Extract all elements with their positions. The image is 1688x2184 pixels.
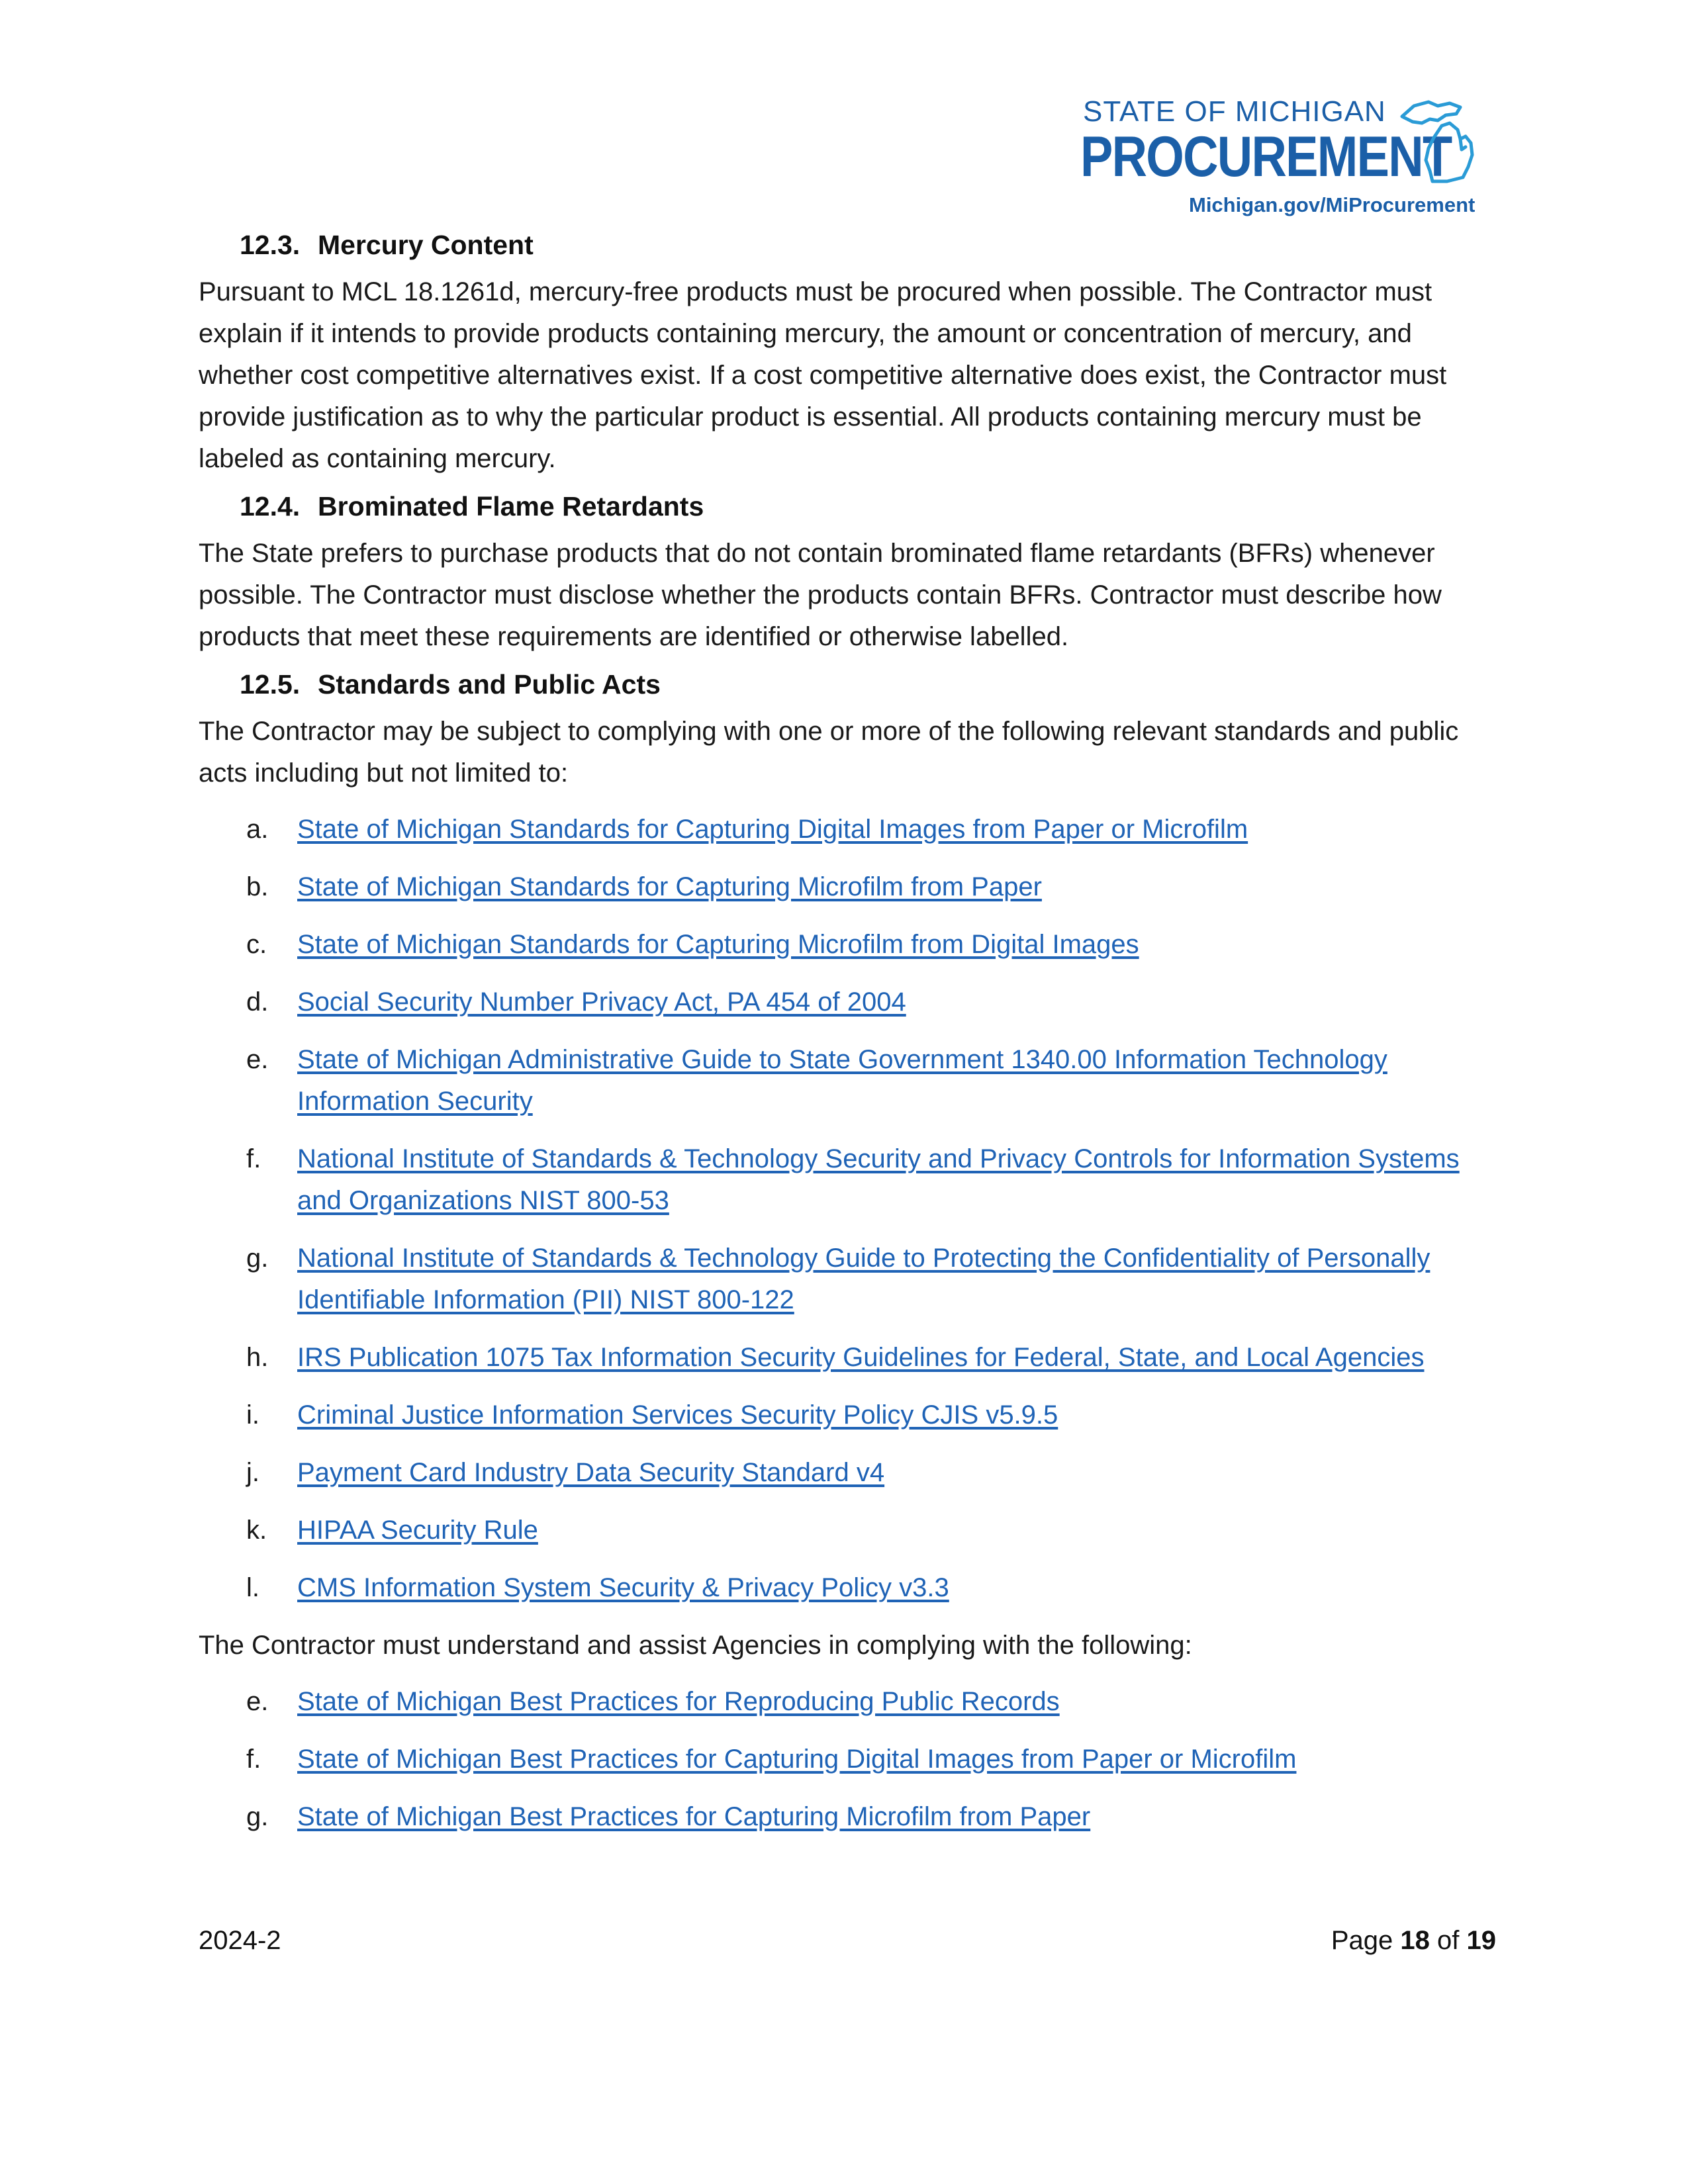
list-item — [199, 1394, 1496, 1436]
standard-link[interactable]: IRS Publication 1075 Tax Information Security Guidelines for Federal, State, and Local Agencies — [297, 1343, 1425, 1372]
list-item — [199, 924, 1496, 966]
logo-state-text: STATE OF MICHIGAN — [1083, 95, 1386, 128]
standard-link[interactable]: State of Michigan Standards for Capturing Microfilm from Paper — [297, 872, 1042, 901]
standard-link[interactable]: National Institute of Standards & Technology Guide to Protecting the Confidentiality of Personally Identifiable Information (PII) NIST 800-122 — [297, 1244, 1430, 1314]
list-label: f. — [246, 1745, 261, 1774]
list-item — [199, 1138, 1496, 1222]
list-label: i. — [246, 1400, 259, 1430]
list-label: d. — [246, 987, 269, 1017]
list-label: l. — [246, 1573, 259, 1602]
logo-url-text: Michigan.gov/MiProcurement — [1189, 193, 1476, 216]
list-label: k. — [246, 1516, 267, 1545]
list-label: h. — [246, 1343, 269, 1372]
section-title: Brominated Flame Retardants — [318, 491, 704, 522]
best-practice-link[interactable]: State of Michigan Best Practices for Capturing Microfilm from Paper — [297, 1802, 1091, 1831]
standard-link[interactable]: National Institute of Standards & Technology Security and Privacy Controls for Information Systems and Organizations NIST 800-53 — [297, 1144, 1460, 1215]
section-paragraph-mercury: Pursuant to MCL 18.1261d, mercury-free products must be procured when possible. The Contractor must explain if it intends to provide products containing mercury, the amount or concentration of mercury, and whether cost competitive alternatives exist. If a cost competitive alternative does exist, the Contractor must provide justification as to why the particular product is essential. All products containing mercury must be labeled as containing mercury. — [199, 277, 1447, 473]
page-prefix: Page — [1331, 1926, 1393, 1955]
list-item — [199, 981, 1496, 1023]
standard-link[interactable]: HIPAA Security Rule — [297, 1516, 538, 1545]
list-label: g. — [246, 1244, 269, 1273]
list-label: j. — [246, 1458, 259, 1487]
assist-list — [199, 1681, 1496, 1838]
michigan-map-icon — [1399, 97, 1483, 187]
list-item — [199, 1337, 1496, 1379]
list-label: e. — [246, 1045, 269, 1074]
list-label: c. — [246, 930, 267, 959]
list-label: e. — [246, 1687, 269, 1716]
page-total: 19 — [1466, 1926, 1496, 1955]
section-number: 12.5. — [240, 669, 301, 700]
list-item — [199, 1796, 1496, 1838]
footer-page-number — [1331, 1926, 1496, 1956]
section-title: Mercury Content — [318, 230, 534, 260]
section-paragraph-bfr: The State prefers to purchase products that do not contain brominated flame retardants (BFRs) whenever possible. The Contractor must disclose whether the products contain BFRs. Contractor must describe how products that meet these requirements are identified or otherwise labelled. — [199, 539, 1442, 651]
best-practice-link[interactable]: State of Michigan Best Practices for Reproducing Public Records — [297, 1687, 1060, 1716]
list-item — [199, 1510, 1496, 1551]
list-label: g. — [246, 1802, 269, 1831]
list-item — [199, 1039, 1496, 1122]
section-heading-standards — [240, 658, 1496, 711]
list-item — [199, 1238, 1496, 1321]
standard-link[interactable]: State of Michigan Standards for Capturing Digital Images from Paper or Microfilm — [297, 815, 1248, 844]
procurement-logo — [1080, 95, 1487, 221]
standard-link[interactable]: Payment Card Industry Data Security Standard v4 — [297, 1458, 885, 1487]
list-item — [199, 866, 1496, 908]
section-title: Standards and Public Acts — [318, 669, 661, 700]
section-number: 12.3. — [240, 230, 301, 260]
logo-procurement-text: PROCUREMENT — [1080, 125, 1452, 189]
spacer — [199, 794, 1496, 809]
footer-doc-id: 2024-2 — [199, 1926, 281, 1955]
standard-link[interactable]: Social Security Number Privacy Act, PA 454 of 2004 — [297, 987, 906, 1017]
assist-intro: The Contractor must understand and assist Agencies in complying with the following: — [199, 1631, 1192, 1660]
document-body — [199, 218, 1496, 1854]
list-label: f. — [246, 1144, 261, 1173]
section-heading-mercury — [240, 218, 1496, 271]
standard-link[interactable]: CMS Information System Security & Privacy Policy v3.3 — [297, 1573, 949, 1602]
section-heading-bfr — [240, 480, 1496, 533]
list-label: b. — [246, 872, 269, 901]
standard-link[interactable]: State of Michigan Standards for Capturing Microfilm from Digital Images — [297, 930, 1139, 959]
standards-list — [199, 809, 1496, 1609]
list-label: a. — [246, 815, 269, 844]
standard-link[interactable]: Criminal Justice Information Services Security Policy CJIS v5.9.5 — [297, 1400, 1058, 1430]
list-item — [199, 1739, 1496, 1780]
section-paragraph-standards: The Contractor may be subject to complying with one or more of the following relevant standards and public acts including but not limited to: — [199, 717, 1459, 788]
list-item — [199, 1452, 1496, 1494]
page-current: 18 — [1400, 1926, 1430, 1955]
page-of: of — [1437, 1926, 1460, 1955]
spacer — [199, 1666, 1496, 1681]
section-number: 12.4. — [240, 491, 301, 522]
list-item — [199, 809, 1496, 850]
best-practice-link[interactable]: State of Michigan Best Practices for Capturing Digital Images from Paper or Microfilm — [297, 1745, 1297, 1774]
list-item — [199, 1567, 1496, 1609]
standard-link[interactable]: State of Michigan Administrative Guide to State Government 1340.00 Information Technology Information Security — [297, 1045, 1387, 1116]
list-item — [199, 1681, 1496, 1723]
